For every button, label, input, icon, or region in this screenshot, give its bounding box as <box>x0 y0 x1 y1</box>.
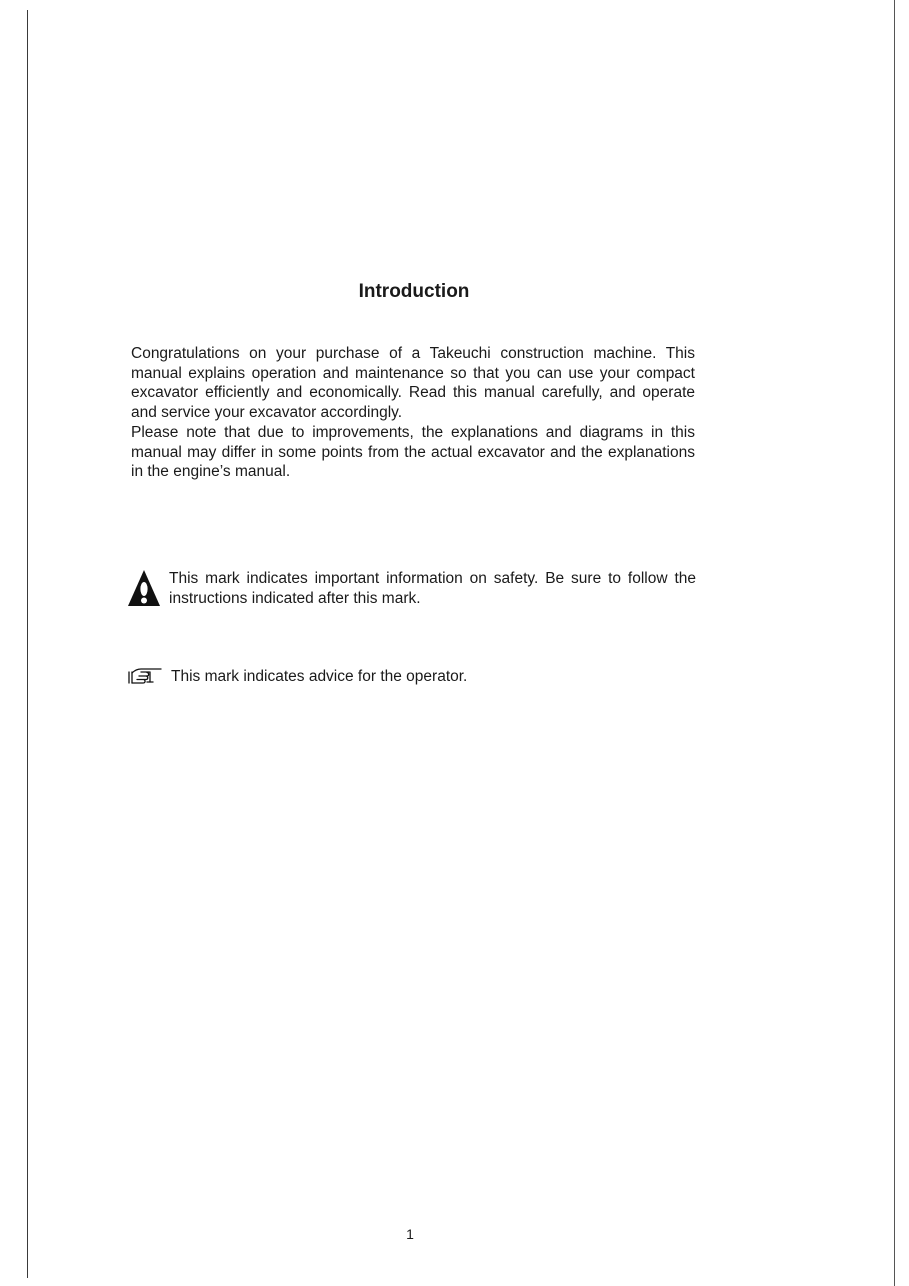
warning-triangle-icon <box>126 568 162 608</box>
page-number: 1 <box>406 1226 414 1242</box>
scan-edge-left <box>27 10 28 1278</box>
safety-mark-explanation <box>126 569 696 609</box>
intro-paragraph-1: Congratulations on your purchase of a Takeuchi construction machine. This manual explains operation and maintenance so that you can use your compact excavator efficiently and economically. Read this manual carefully, and operate and service your excavator accordingly. <box>131 345 695 422</box>
advice-mark-explanation <box>127 667 697 687</box>
intro-text <box>131 344 695 482</box>
scan-edge-right <box>894 0 895 1286</box>
advice-mark-text: This mark indicates advice for the operator. <box>171 668 468 685</box>
page-title: Introduction <box>358 281 470 302</box>
safety-mark-text: This mark indicates important information on safety. Be sure to follow the instructions indicated after this mark. <box>169 570 696 607</box>
intro-paragraph-2: Please note that due to improvements, the explanations and diagrams in this manual may differ in some points from the actual excavator and the explanations in the engine’s manual. <box>131 423 695 481</box>
pointing-hand-icon <box>127 667 163 685</box>
